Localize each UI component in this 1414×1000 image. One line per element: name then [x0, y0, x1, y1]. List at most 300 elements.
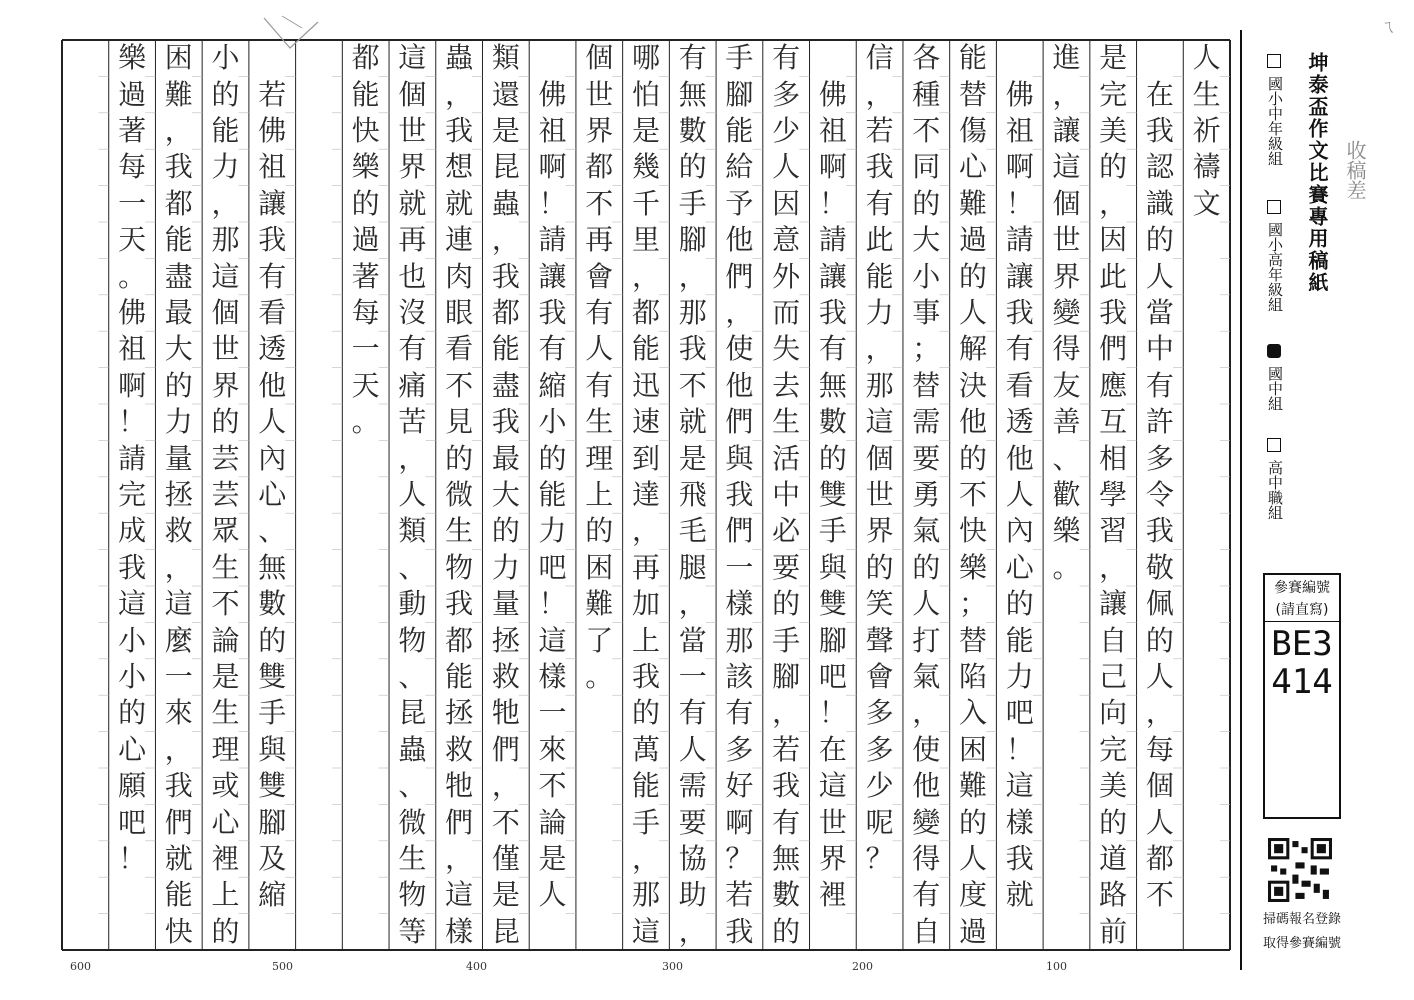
essay-character: 看: [445, 332, 474, 366]
essay-character: 人: [772, 150, 801, 184]
essay-character: 能: [538, 478, 567, 511]
essay-character: 禱: [1192, 150, 1221, 184]
essay-character: 樣: [1005, 805, 1034, 839]
essay-character: 力: [538, 514, 567, 548]
essay-character: 苦: [398, 405, 427, 439]
essay-character: 們: [1099, 332, 1128, 366]
essay-character: 不: [678, 368, 707, 402]
essay-character: [535, 40, 571, 76]
essay-character: 樣: [725, 587, 754, 621]
essay-character: ！: [1005, 186, 1034, 220]
essay-character: 若: [258, 77, 287, 111]
essay-character: 種: [912, 77, 941, 111]
essay-character: 論: [538, 805, 567, 839]
essay-character: 再: [585, 223, 614, 257]
essay-column: [202, 40, 249, 950]
essay-character: 芸: [211, 478, 240, 511]
essay-column: [950, 40, 997, 950]
essay-character: 大: [491, 478, 520, 511]
essay-character: 人: [258, 405, 287, 439]
essay-character: 天: [351, 368, 380, 402]
essay-character: [815, 40, 851, 76]
essay-character: 樂: [959, 550, 988, 584]
essay-character: ，: [631, 514, 660, 548]
essay-character: 人: [678, 732, 707, 766]
essay-character: 能: [865, 259, 894, 293]
essay-character: ；: [959, 587, 988, 621]
essay-character: 中: [772, 478, 801, 511]
essay-character: 想: [445, 150, 474, 184]
essay-character: 見: [445, 405, 474, 439]
essay-character: 樂: [1052, 514, 1081, 548]
essay-character: 一: [538, 696, 567, 730]
essay-character: 。: [1052, 550, 1081, 584]
category-label-junior-high: 國中組: [1266, 366, 1284, 411]
essay-character: 是: [211, 660, 240, 693]
essay-character: 佛: [258, 114, 287, 147]
essay-character: 的: [959, 259, 988, 293]
essay-character: 他: [912, 769, 941, 803]
qr-code-icon[interactable]: [1268, 838, 1332, 902]
essay-character: 需: [678, 769, 707, 803]
essay-character: 因: [772, 186, 801, 220]
essay-character: 幾: [631, 150, 660, 184]
essay-character: 我: [631, 660, 660, 693]
essay-character: 生: [398, 842, 427, 875]
essay-character: 人: [1145, 805, 1174, 839]
essay-character: 完: [1099, 732, 1128, 766]
essay-character: 有: [772, 805, 801, 839]
essay-character: 這: [445, 878, 474, 912]
essay-character: 讓: [1005, 259, 1034, 293]
essay-character: 我: [445, 114, 474, 147]
essay-character: 佩: [1145, 587, 1174, 621]
essay-character: 眾: [211, 514, 240, 548]
essay-character: 當: [678, 623, 707, 657]
essay-character: 習: [1099, 514, 1128, 548]
essay-character: 的: [211, 77, 240, 111]
essay-character: 讓: [818, 259, 847, 293]
essay-character: 人: [959, 296, 988, 329]
essay-column: [342, 40, 389, 950]
essay-character: 哪: [631, 41, 660, 75]
essay-character: 透: [1005, 405, 1034, 439]
essay-character: 心: [118, 732, 147, 766]
essay-character: 每: [351, 296, 380, 329]
essay-character: 個: [585, 41, 614, 75]
essay-character: 使: [912, 732, 941, 766]
essay-character: 有: [585, 368, 614, 402]
essay-character: 生: [585, 405, 614, 439]
ruler-number: 500: [272, 960, 293, 973]
essay-character: 傷: [959, 114, 988, 147]
essay-character: 難: [585, 587, 614, 621]
essay-character: 我: [1145, 514, 1174, 548]
essay-character: 牠: [491, 696, 520, 730]
essay-character: 美: [1099, 769, 1128, 803]
essay-character: 數: [818, 405, 847, 439]
essay-character: 與: [818, 550, 847, 584]
essay-column: [1043, 40, 1090, 950]
essay-character: 那: [678, 296, 707, 329]
essay-character: 心: [959, 150, 988, 184]
essay-character: [1002, 40, 1038, 76]
essay-character: 完: [1099, 77, 1128, 111]
essay-character: ，: [865, 332, 894, 366]
essay-character: ，: [398, 441, 427, 475]
essay-character: 外: [772, 259, 801, 293]
essay-character: 再: [631, 550, 660, 584]
essay-column: [529, 40, 576, 950]
essay-character: 內: [258, 441, 287, 475]
essay-character: 力: [1005, 660, 1034, 693]
essay-character: 快: [959, 514, 988, 548]
essay-column: [109, 40, 156, 950]
pencil-doodle-icon: [262, 14, 322, 54]
essay-character: ！: [818, 186, 847, 220]
essay-character: 的: [118, 696, 147, 730]
essay-character: 來: [538, 732, 567, 766]
essay-character: 也: [398, 259, 427, 293]
essay-character: ？: [865, 842, 894, 875]
category-checkbox-junior-high[interactable]: [1267, 344, 1281, 358]
essay-character: 、: [398, 550, 427, 584]
essay-character: 友: [1052, 368, 1081, 402]
essay-character: 都: [351, 41, 380, 75]
essay-character: 牠: [445, 769, 474, 803]
essay-character: 世: [865, 478, 894, 511]
essay-column: [296, 40, 343, 950]
essay-character: 在: [1145, 77, 1174, 111]
essay-character: ！: [818, 696, 847, 730]
essay-character: 多: [772, 77, 801, 111]
essay-character: 微: [398, 805, 427, 839]
essay-character: 界: [818, 842, 847, 875]
essay-title-column: [1183, 40, 1230, 950]
essay-character: ，: [912, 696, 941, 730]
essay-character: 物: [445, 550, 474, 584]
essay-character: 祈: [1192, 114, 1221, 147]
essay-character: 有: [678, 696, 707, 730]
essay-character: 樣: [445, 914, 474, 948]
essay-character: 生: [211, 696, 240, 730]
essay-character: 裡: [211, 842, 240, 875]
essay-character: 那: [865, 368, 894, 402]
essay-character: 我: [865, 150, 894, 184]
essay-character: 這: [865, 405, 894, 439]
essay-character: 多: [725, 732, 754, 766]
essay-character: ，: [164, 114, 193, 147]
essay-character: 力: [211, 150, 240, 184]
essay-character: 就: [445, 186, 474, 220]
essay-character: 啊: [1005, 150, 1034, 184]
essay-character: 、: [258, 514, 287, 548]
essay-character: 要: [678, 805, 707, 839]
essay-character: 替: [959, 623, 988, 657]
essay-character: 信: [865, 41, 894, 75]
essay-character: 都: [164, 186, 193, 220]
essay-character: 上: [631, 623, 660, 657]
essay-character: 使: [725, 332, 754, 366]
essay-character: 過: [959, 914, 988, 948]
essay-character: 飛: [678, 478, 707, 511]
essay-character: 小: [912, 259, 941, 293]
essay-character: 進: [1052, 41, 1081, 75]
essay-character: 過: [351, 223, 380, 257]
essay-character: 痛: [398, 368, 427, 402]
essay-character: 入: [959, 696, 988, 730]
essay-character: 我: [725, 478, 754, 511]
category-checkbox-senior-high[interactable]: [1267, 438, 1281, 452]
essay-character: 拯: [445, 696, 474, 730]
essay-character: 這: [631, 914, 660, 948]
essay-character: 完: [118, 478, 147, 511]
essay-character: 還: [491, 77, 520, 111]
essay-character: 他: [959, 405, 988, 439]
essay-character: 微: [445, 478, 474, 511]
essay-character: 互: [1099, 405, 1128, 439]
essay-character: 。: [585, 660, 614, 693]
essay-character: 我: [491, 259, 520, 293]
essay-character: 過: [959, 223, 988, 257]
essay-character: 不: [585, 186, 614, 220]
essay-character: 最: [491, 441, 520, 475]
essay-character: 祖: [1005, 114, 1034, 147]
essay-character: 祖: [118, 332, 147, 366]
essay-character: 上: [211, 878, 240, 912]
essay-character: ！: [118, 842, 147, 875]
essay-character: 的: [865, 550, 894, 584]
essay-character: 是: [678, 441, 707, 475]
essay-character: 僅: [491, 842, 520, 875]
essay-character: 雙: [258, 660, 287, 693]
essay-character: 的: [585, 514, 614, 548]
essay-character: 再: [398, 223, 427, 257]
essay-character: 若: [725, 878, 754, 912]
essay-character: 無: [678, 77, 707, 111]
essay-character: 會: [865, 660, 894, 693]
essay-character: 得: [1052, 332, 1081, 366]
essay-character: 手: [818, 514, 847, 548]
essay-column: [62, 40, 109, 950]
essay-character: 氣: [912, 514, 941, 548]
essay-character: 能: [631, 769, 660, 803]
essay-character: 的: [959, 441, 988, 475]
essay-character: 的: [258, 623, 287, 657]
essay-column: [716, 40, 763, 950]
essay-character: ！: [538, 587, 567, 621]
category-label-elementary-upper: 國小高年級組: [1266, 222, 1284, 312]
essay-character: 佛: [818, 77, 847, 111]
ruler-number: 600: [70, 960, 91, 973]
essay-character: 都: [1145, 842, 1174, 875]
essay-character: 量: [164, 441, 193, 475]
essay-character: 上: [585, 478, 614, 511]
essay-character: 道: [1099, 842, 1128, 875]
essay-character: 許: [1145, 405, 1174, 439]
essay-character: 心: [211, 805, 240, 839]
essay-character: 雙: [258, 769, 287, 803]
essay-character: 個: [865, 441, 894, 475]
essay-character: 路: [1099, 878, 1128, 912]
essay-character: ！: [118, 405, 147, 439]
essay-character: 這: [1005, 769, 1034, 803]
essay-character: 小: [211, 41, 240, 75]
essay-character: 界: [1052, 259, 1081, 293]
entry-id-value[interactable]: BE3414: [1271, 624, 1333, 702]
essay-character: 吧: [1005, 696, 1034, 730]
essay-character: 快: [164, 914, 193, 948]
essay-character: 認: [1145, 150, 1174, 184]
essay-character: 度: [959, 878, 988, 912]
essay-character: 少: [865, 769, 894, 803]
essay-character: 的: [959, 805, 988, 839]
essay-column: [249, 40, 296, 950]
essay-character: 手: [725, 41, 754, 75]
essay-character: 失: [772, 332, 801, 366]
essay-character: 世: [398, 114, 427, 147]
essay-character: 拯: [491, 623, 520, 657]
essay-character: ；: [912, 332, 941, 366]
ruler-number: 400: [466, 960, 487, 973]
essay-character: 無: [258, 550, 287, 584]
essay-character: 替: [912, 368, 941, 402]
essay-character: 這: [118, 587, 147, 621]
essay-character: 速: [631, 405, 660, 439]
essay-character: 難: [959, 186, 988, 220]
essay-character: 相: [1099, 441, 1128, 475]
essay-character: 腳: [678, 223, 707, 257]
essay-character: 手: [258, 696, 287, 730]
essay-character: 能: [211, 114, 240, 147]
essay-character: 或: [211, 769, 240, 803]
essay-character: 決: [959, 368, 988, 402]
essay-character: ，: [1099, 186, 1128, 220]
category-checkbox-elementary-middle[interactable]: [1267, 54, 1281, 68]
essay-character: 肉: [445, 259, 474, 293]
essay-character: 聲: [865, 623, 894, 657]
essay-character: 向: [1099, 696, 1128, 730]
essay-character: 力: [164, 405, 193, 439]
essay-character: 過: [118, 77, 147, 111]
essay-character: 世: [818, 805, 847, 839]
essay-character: 們: [725, 259, 754, 293]
essay-character: 啊: [818, 150, 847, 184]
essay-character: 有: [538, 332, 567, 366]
essay-character: 當: [1145, 296, 1174, 329]
essay-character: 必: [772, 514, 801, 548]
essay-character: 千: [631, 186, 660, 220]
essay-character: 量: [491, 587, 520, 621]
essay-character: 的: [818, 441, 847, 475]
essay-character: 救: [445, 732, 474, 766]
essay-character: 每: [118, 150, 147, 184]
essay-character: ，: [445, 842, 474, 875]
essay-character: 有: [678, 41, 707, 75]
essay-character: 的: [351, 186, 380, 220]
essay-character: 而: [772, 296, 801, 329]
essay-character: 不: [1145, 878, 1174, 912]
essay-character: 我: [491, 405, 520, 439]
essay-character: 打: [912, 623, 941, 657]
essay-character: 個: [211, 296, 240, 329]
essay-character: [1142, 40, 1178, 76]
essay-character: 活: [772, 441, 801, 475]
essay-character: 我: [258, 223, 287, 257]
essay-character: 人: [398, 478, 427, 511]
essay-character: 與: [725, 441, 754, 475]
essay-column: [482, 40, 529, 950]
category-label-senior-high: 高中職組: [1266, 460, 1284, 520]
essay-character: 就: [398, 186, 427, 220]
essay-character: 能: [351, 77, 380, 111]
essay-character: 有: [772, 41, 801, 75]
essay-character: 不: [445, 368, 474, 402]
essay-character: 人: [1145, 660, 1174, 693]
essay-character: 我: [445, 587, 474, 621]
essay-character: 。: [118, 259, 147, 293]
essay-character: 能: [631, 332, 660, 366]
essay-character: 樂: [118, 41, 147, 75]
essay-character: 人: [912, 587, 941, 621]
essay-character: 個: [1145, 769, 1174, 803]
essay-character: 動: [398, 587, 427, 621]
essay-character: ，: [1052, 77, 1081, 111]
essay-character: 每: [1145, 732, 1174, 766]
essay-character: 蟲: [398, 732, 427, 766]
essay-character: 去: [772, 368, 801, 402]
essay-column: [389, 40, 436, 950]
essay-character: 理: [211, 732, 240, 766]
essay-character: 是: [491, 114, 520, 147]
essay-character: 腳: [258, 805, 287, 839]
essay-character: 各: [912, 41, 941, 75]
essay-character: 事: [912, 296, 941, 329]
essay-character: 人: [585, 332, 614, 366]
essay-character: 佛: [118, 296, 147, 329]
ruler-number: 200: [852, 960, 873, 973]
essay-character: 們: [164, 805, 193, 839]
essay-character: 的: [211, 405, 240, 439]
essay-character: 到: [631, 441, 660, 475]
essay-character: 一: [118, 186, 147, 220]
essay-character: 腳: [772, 660, 801, 693]
essay-character: 的: [538, 441, 567, 475]
essay-character: 讓: [1099, 587, 1128, 621]
essay-character: 請: [818, 223, 847, 257]
essay-character: 迅: [631, 368, 660, 402]
essay-character: 小: [538, 405, 567, 439]
essay-character: 有: [865, 186, 894, 220]
category-checkbox-elementary-upper[interactable]: [1267, 200, 1281, 214]
essay-character: 識: [1145, 186, 1174, 220]
essay-character: 縮: [258, 878, 287, 912]
essay-character: 我: [725, 914, 754, 948]
essay-character: 都: [491, 296, 520, 329]
essay-character: 雙: [818, 478, 847, 511]
essay-character: 的: [678, 150, 707, 184]
essay-character: 天: [118, 223, 147, 257]
essay-character: 都: [445, 623, 474, 657]
essay-character: 請: [1005, 223, 1034, 257]
essay-character: 麼: [164, 623, 193, 657]
essay-character: 及: [258, 842, 287, 875]
essay-character: 我: [118, 550, 147, 584]
essay-character: 有: [258, 259, 287, 293]
essay-character: 昆: [398, 696, 427, 730]
essay-character: 快: [351, 114, 380, 147]
essay-character: 難: [959, 769, 988, 803]
